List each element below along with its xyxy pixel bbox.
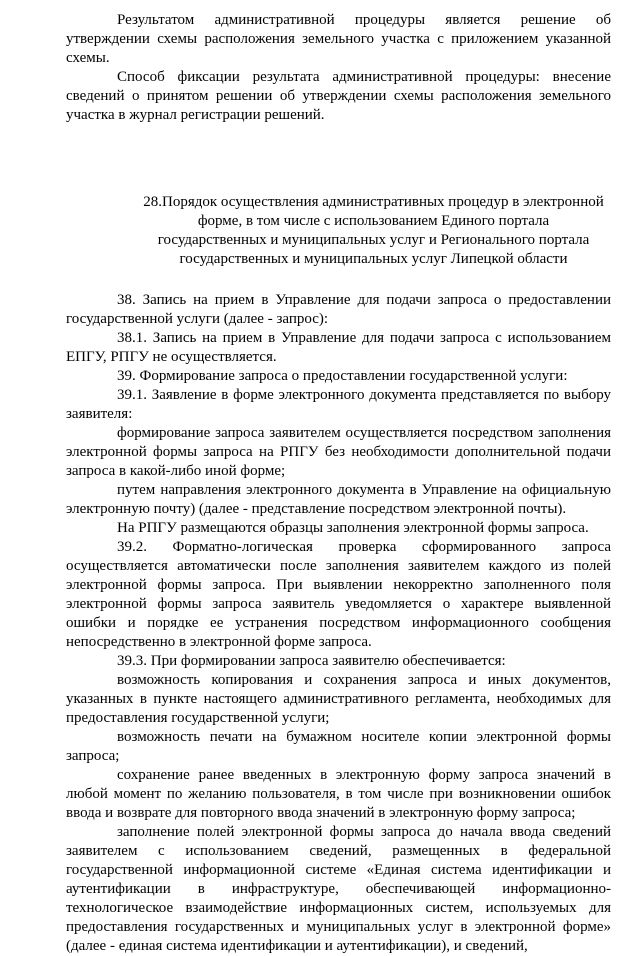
intro-paragraph-fixation: Способ фиксации результата административной процедуры: внесение сведений о принятом решении об утверждении схемы расположения земельного участка в журнал регистрации решений. xyxy=(66,69,611,123)
paragraph-email-option: путем направления электронного документа в Управление на официальную электронную почту) (далее - представление посредством электронной почты). xyxy=(66,482,611,517)
section-heading xyxy=(66,193,611,269)
paragraph-rpgu-samples: На РПГУ размещаются образцы заполнения электронной формы запроса. xyxy=(117,520,589,536)
paragraph-39: 39. Формирование запроса о предоставлении государственной услуги: xyxy=(117,368,568,384)
section-heading-line: государственных и муниципальных услуг и Регионального портала xyxy=(157,232,590,248)
paragraph-39-2: 39.2. Форматно-логическая проверка сформированного запроса осуществляется автоматически после заполнения заявителем каждого из полей электронной формы запроса. При выявлении некорректно заполненного поля электронной формы запроса заявитель уведомляется о характере выявленной ошибки и порядке ее устранения посредством информационного сообщения непосредственно в электронной форме запроса. xyxy=(66,539,611,650)
section-heading-line: государственных и муниципальных услуг Липецкой области xyxy=(179,251,568,267)
paragraph-38-1: 38.1. Запись на прием в Управление для подачи запроса с использованием ЕПГУ, РПГУ не осуществляется. xyxy=(66,330,611,365)
paragraph-rpgu-option: формирование запроса заявителем осуществляется посредством заполнения электронной формы запроса на РПГУ без необходимости дополнительной подачи запроса в какой-либо иной форме; xyxy=(66,425,611,479)
paragraph-save-values: сохранение ранее введенных в электронную форму запроса значений в любой момент по желанию пользователя, в том числе при возникновении ошибок ввода и возврате для повторного ввода значений в электронную форму запроса; xyxy=(66,767,611,821)
section-heading-line: форме, в том числе с использованием Единого портала xyxy=(197,213,550,229)
intro-paragraph-result: Результатом административной процедуры является решение об утверждении схемы расположения земельного участка с приложением указанной схемы. xyxy=(66,12,611,66)
paragraph-39-1: 39.1. Заявление в форме электронного документа представляется по выбору заявителя: xyxy=(66,387,611,422)
paragraph-38: 38. Запись на прием в Управление для подачи запроса о предоставлении государственной услуги (далее - запрос): xyxy=(66,292,611,327)
paragraph-print: возможность печати на бумажном носителе копии электронной формы запроса; xyxy=(66,729,611,764)
paragraph-copy-save: возможность копирования и сохранения запроса и иных документов, указанных в пункте настоящего административного регламента, необходимых для предоставления государственной услуги; xyxy=(66,672,611,726)
paragraph-autofill: заполнение полей электронной формы запроса до начала ввода сведений заявителем с использованием сведений, размещенных в федеральной государственной информационной системе «Единая система идентификации и аутентификации в инфраструктуре, обеспечивающей информационно-технологическое взаимодействие информационных систем, используемых для предоставления государственных и муниципальных услуг в электронной форме» (далее - единая система идентификации и аутентификации), и сведений, xyxy=(66,824,611,954)
document-body xyxy=(66,11,611,956)
paragraph-39-3: 39.3. При формировании запроса заявителю обеспечивается: xyxy=(117,653,506,669)
section-heading-line: 28.Порядок осуществления административных процедур в электронной xyxy=(143,194,604,210)
section-content xyxy=(66,291,611,956)
